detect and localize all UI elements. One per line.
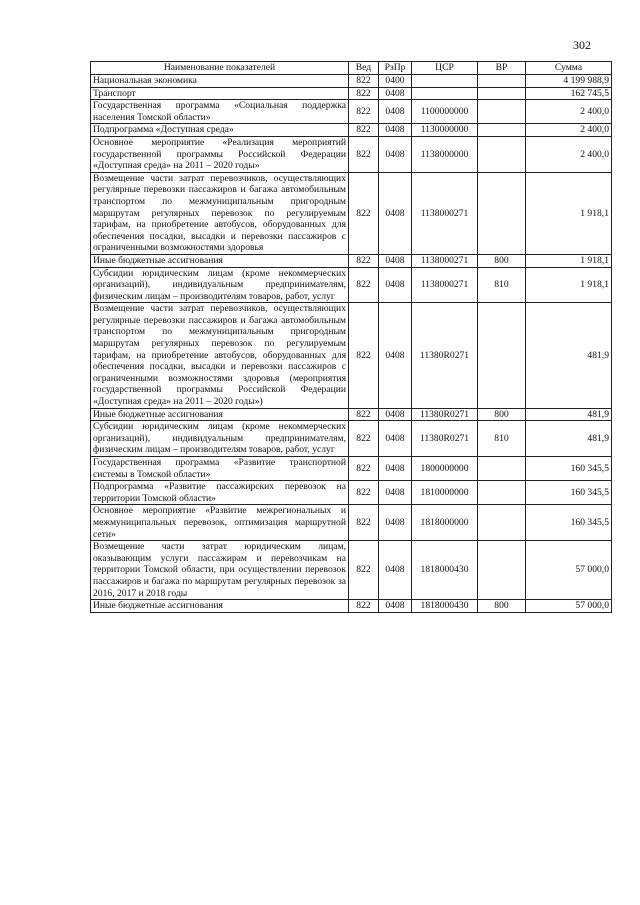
cell-name: Государственная программа «Развитие транспортной системы в Томской области»: [91, 457, 349, 481]
cell-ved: 822: [349, 600, 379, 613]
cell-ved: 822: [349, 136, 379, 172]
cell-rzpr: 0408: [379, 541, 412, 600]
cell-name: Субсидии юридическим лицам (кроме некоммерческих организаций), индивидуальным предпринимателям, физическим лицам – производителям товаров, работ, услуг: [91, 267, 349, 303]
cell-sum: 2 400,0: [526, 136, 612, 172]
cell-name: Субсидии юридическим лицам (кроме некоммерческих организаций), индивидуальным предпринимателям, физическим лицам – производителям товаров, работ, услуг: [91, 421, 349, 457]
cell-rzpr: 0408: [379, 481, 412, 505]
cell-sum: 1 918,1: [526, 254, 612, 267]
cell-name: Транспорт: [91, 87, 349, 100]
table-row: [91, 505, 612, 541]
cell-ved: 822: [349, 75, 379, 88]
cell-ved: 822: [349, 408, 379, 421]
cell-csr: 11380R0271: [412, 421, 478, 457]
cell-name: Возмещение части затрат перевозчиков, осуществляющих регулярные перевозки пассажиров и багажа автомобильным транспортом по межмуниципальным пригородным маршрутам регулярных перевозок по регулируемым тарифам, на приобретение автобусов, оборудованных для обеспечения посадки, высадки и перевозки пассажиров с ограниченными возможностями здоровья: [91, 172, 349, 254]
cell-vr: 810: [478, 421, 526, 457]
cell-csr: 1100000000: [412, 100, 478, 124]
cell-rzpr: 0408: [379, 421, 412, 457]
cell-csr: 1138000000: [412, 136, 478, 172]
table-row: [91, 75, 612, 88]
table-header-row: [91, 62, 612, 75]
cell-csr: 1800000000: [412, 457, 478, 481]
cell-rzpr: 0408: [379, 100, 412, 124]
cell-sum: 2 400,0: [526, 100, 612, 124]
cell-rzpr: 0408: [379, 124, 412, 137]
cell-ved: 822: [349, 481, 379, 505]
cell-rzpr: 0400: [379, 75, 412, 88]
cell-vr: [478, 100, 526, 124]
cell-vr: [478, 172, 526, 254]
cell-csr: 1818000430: [412, 600, 478, 613]
cell-name: Национальная экономика: [91, 75, 349, 88]
cell-vr: [478, 457, 526, 481]
table-row: [91, 267, 612, 303]
cell-name: Иные бюджетные ассигнования: [91, 600, 349, 613]
cell-sum: 481,9: [526, 421, 612, 457]
cell-sum: 57 000,0: [526, 541, 612, 600]
cell-ved: 822: [349, 172, 379, 254]
cell-rzpr: 0408: [379, 303, 412, 408]
cell-vr: [478, 505, 526, 541]
budget-table: [90, 61, 612, 613]
cell-vr: 800: [478, 408, 526, 421]
header-name: Наименование показателей: [91, 62, 349, 75]
table-row: [91, 136, 612, 172]
cell-csr: [412, 87, 478, 100]
cell-rzpr: 0408: [379, 136, 412, 172]
cell-vr: 800: [478, 254, 526, 267]
cell-rzpr: 0408: [379, 267, 412, 303]
header-csr: ЦСР: [412, 62, 478, 75]
table-row: [91, 172, 612, 254]
cell-csr: 1818000430: [412, 541, 478, 600]
cell-name: Иные бюджетные ассигнования: [91, 254, 349, 267]
cell-ved: 822: [349, 87, 379, 100]
cell-rzpr: 0408: [379, 87, 412, 100]
cell-rzpr: 0408: [379, 172, 412, 254]
cell-sum: 4 199 988,9: [526, 75, 612, 88]
cell-rzpr: 0408: [379, 408, 412, 421]
table-row: [91, 421, 612, 457]
cell-vr: [478, 481, 526, 505]
cell-ved: 822: [349, 124, 379, 137]
table-row: [91, 87, 612, 100]
cell-csr: 1138000271: [412, 267, 478, 303]
cell-vr: [478, 541, 526, 600]
cell-name: Возмещение части затрат юридическим лицам, оказывающим услуги пассажирам и перевозчикам на территории Томской области, при осуществлении перевозок пассажиров и багажа по маршрутам регулярных перевозок за 2016, 2017 и 2018 годы: [91, 541, 349, 600]
cell-ved: 822: [349, 100, 379, 124]
cell-ved: 822: [349, 457, 379, 481]
cell-sum: 160 345,5: [526, 505, 612, 541]
cell-csr: 1130000000: [412, 124, 478, 137]
cell-rzpr: 0408: [379, 457, 412, 481]
cell-vr: [478, 303, 526, 408]
cell-csr: [412, 75, 478, 88]
cell-rzpr: 0408: [379, 505, 412, 541]
header-ved: Вед: [349, 62, 379, 75]
cell-sum: 57 000,0: [526, 600, 612, 613]
cell-ved: 822: [349, 267, 379, 303]
cell-rzpr: 0408: [379, 600, 412, 613]
table-row: [91, 457, 612, 481]
cell-vr: [478, 136, 526, 172]
cell-name: Основное мероприятие «Развитие межрегиональных и межмуниципальных перевозок, оптимизация маршрутной сети»: [91, 505, 349, 541]
cell-csr: 1138000271: [412, 172, 478, 254]
header-sum: Сумма: [526, 62, 612, 75]
table-row: [91, 541, 612, 600]
cell-ved: 822: [349, 421, 379, 457]
cell-sum: 1 918,1: [526, 267, 612, 303]
cell-sum: 2 400,0: [526, 124, 612, 137]
cell-name: Подпрограмма «Доступная среда»: [91, 124, 349, 137]
table-row: [91, 124, 612, 137]
table-row: [91, 481, 612, 505]
cell-name: Возмещение части затрат перевозчиков, осуществляющих регулярные перевозки пассажиров и багажа автомобильным транспортом по межмуниципальным пригородным маршрутам регулярных перевозок по регулируемым тарифам, на приобретение автобусов, оборудованных для обеспечения посадки, высадки и перевозки пассажиров с ограниченными возможностями здоровья (мероприятия государственной программы Российской Федерации «Доступная среда» на 2011 – 2020 годы»): [91, 303, 349, 408]
cell-vr: 800: [478, 600, 526, 613]
cell-csr: 1138000271: [412, 254, 478, 267]
cell-rzpr: 0408: [379, 254, 412, 267]
page-number: 302: [573, 38, 591, 52]
cell-vr: [478, 87, 526, 100]
cell-sum: 162 745,5: [526, 87, 612, 100]
cell-name: Иные бюджетные ассигнования: [91, 408, 349, 421]
cell-sum: 481,9: [526, 408, 612, 421]
table-row: [91, 100, 612, 124]
cell-vr: 810: [478, 267, 526, 303]
cell-csr: 11380R0271: [412, 408, 478, 421]
cell-csr: 1810000000: [412, 481, 478, 505]
table-row: [91, 600, 612, 613]
cell-csr: 11380R0271: [412, 303, 478, 408]
table-body: [91, 75, 612, 613]
cell-vr: [478, 124, 526, 137]
cell-ved: 822: [349, 505, 379, 541]
cell-ved: 822: [349, 303, 379, 408]
cell-csr: 1818000000: [412, 505, 478, 541]
table-row: [91, 254, 612, 267]
cell-ved: 822: [349, 254, 379, 267]
cell-vr: [478, 75, 526, 88]
cell-sum: 1 918,1: [526, 172, 612, 254]
table-row: [91, 303, 612, 408]
cell-sum: 481,9: [526, 303, 612, 408]
table-row: [91, 408, 612, 421]
cell-name: Основное мероприятие «Реализация мероприятий государственной программы Российской Федерации «Доступная среда» на 2011 – 2020 годы»: [91, 136, 349, 172]
cell-ved: 822: [349, 541, 379, 600]
cell-name: Государственная программа «Социальная поддержка населения Томской области»: [91, 100, 349, 124]
cell-name: Подпрограмма «Развитие пассажирских перевозок на территории Томской области»: [91, 481, 349, 505]
cell-sum: 160 345,5: [526, 481, 612, 505]
header-vr: ВР: [478, 62, 526, 75]
cell-sum: 160 345,5: [526, 457, 612, 481]
header-rzpr: РзПр: [379, 62, 412, 75]
